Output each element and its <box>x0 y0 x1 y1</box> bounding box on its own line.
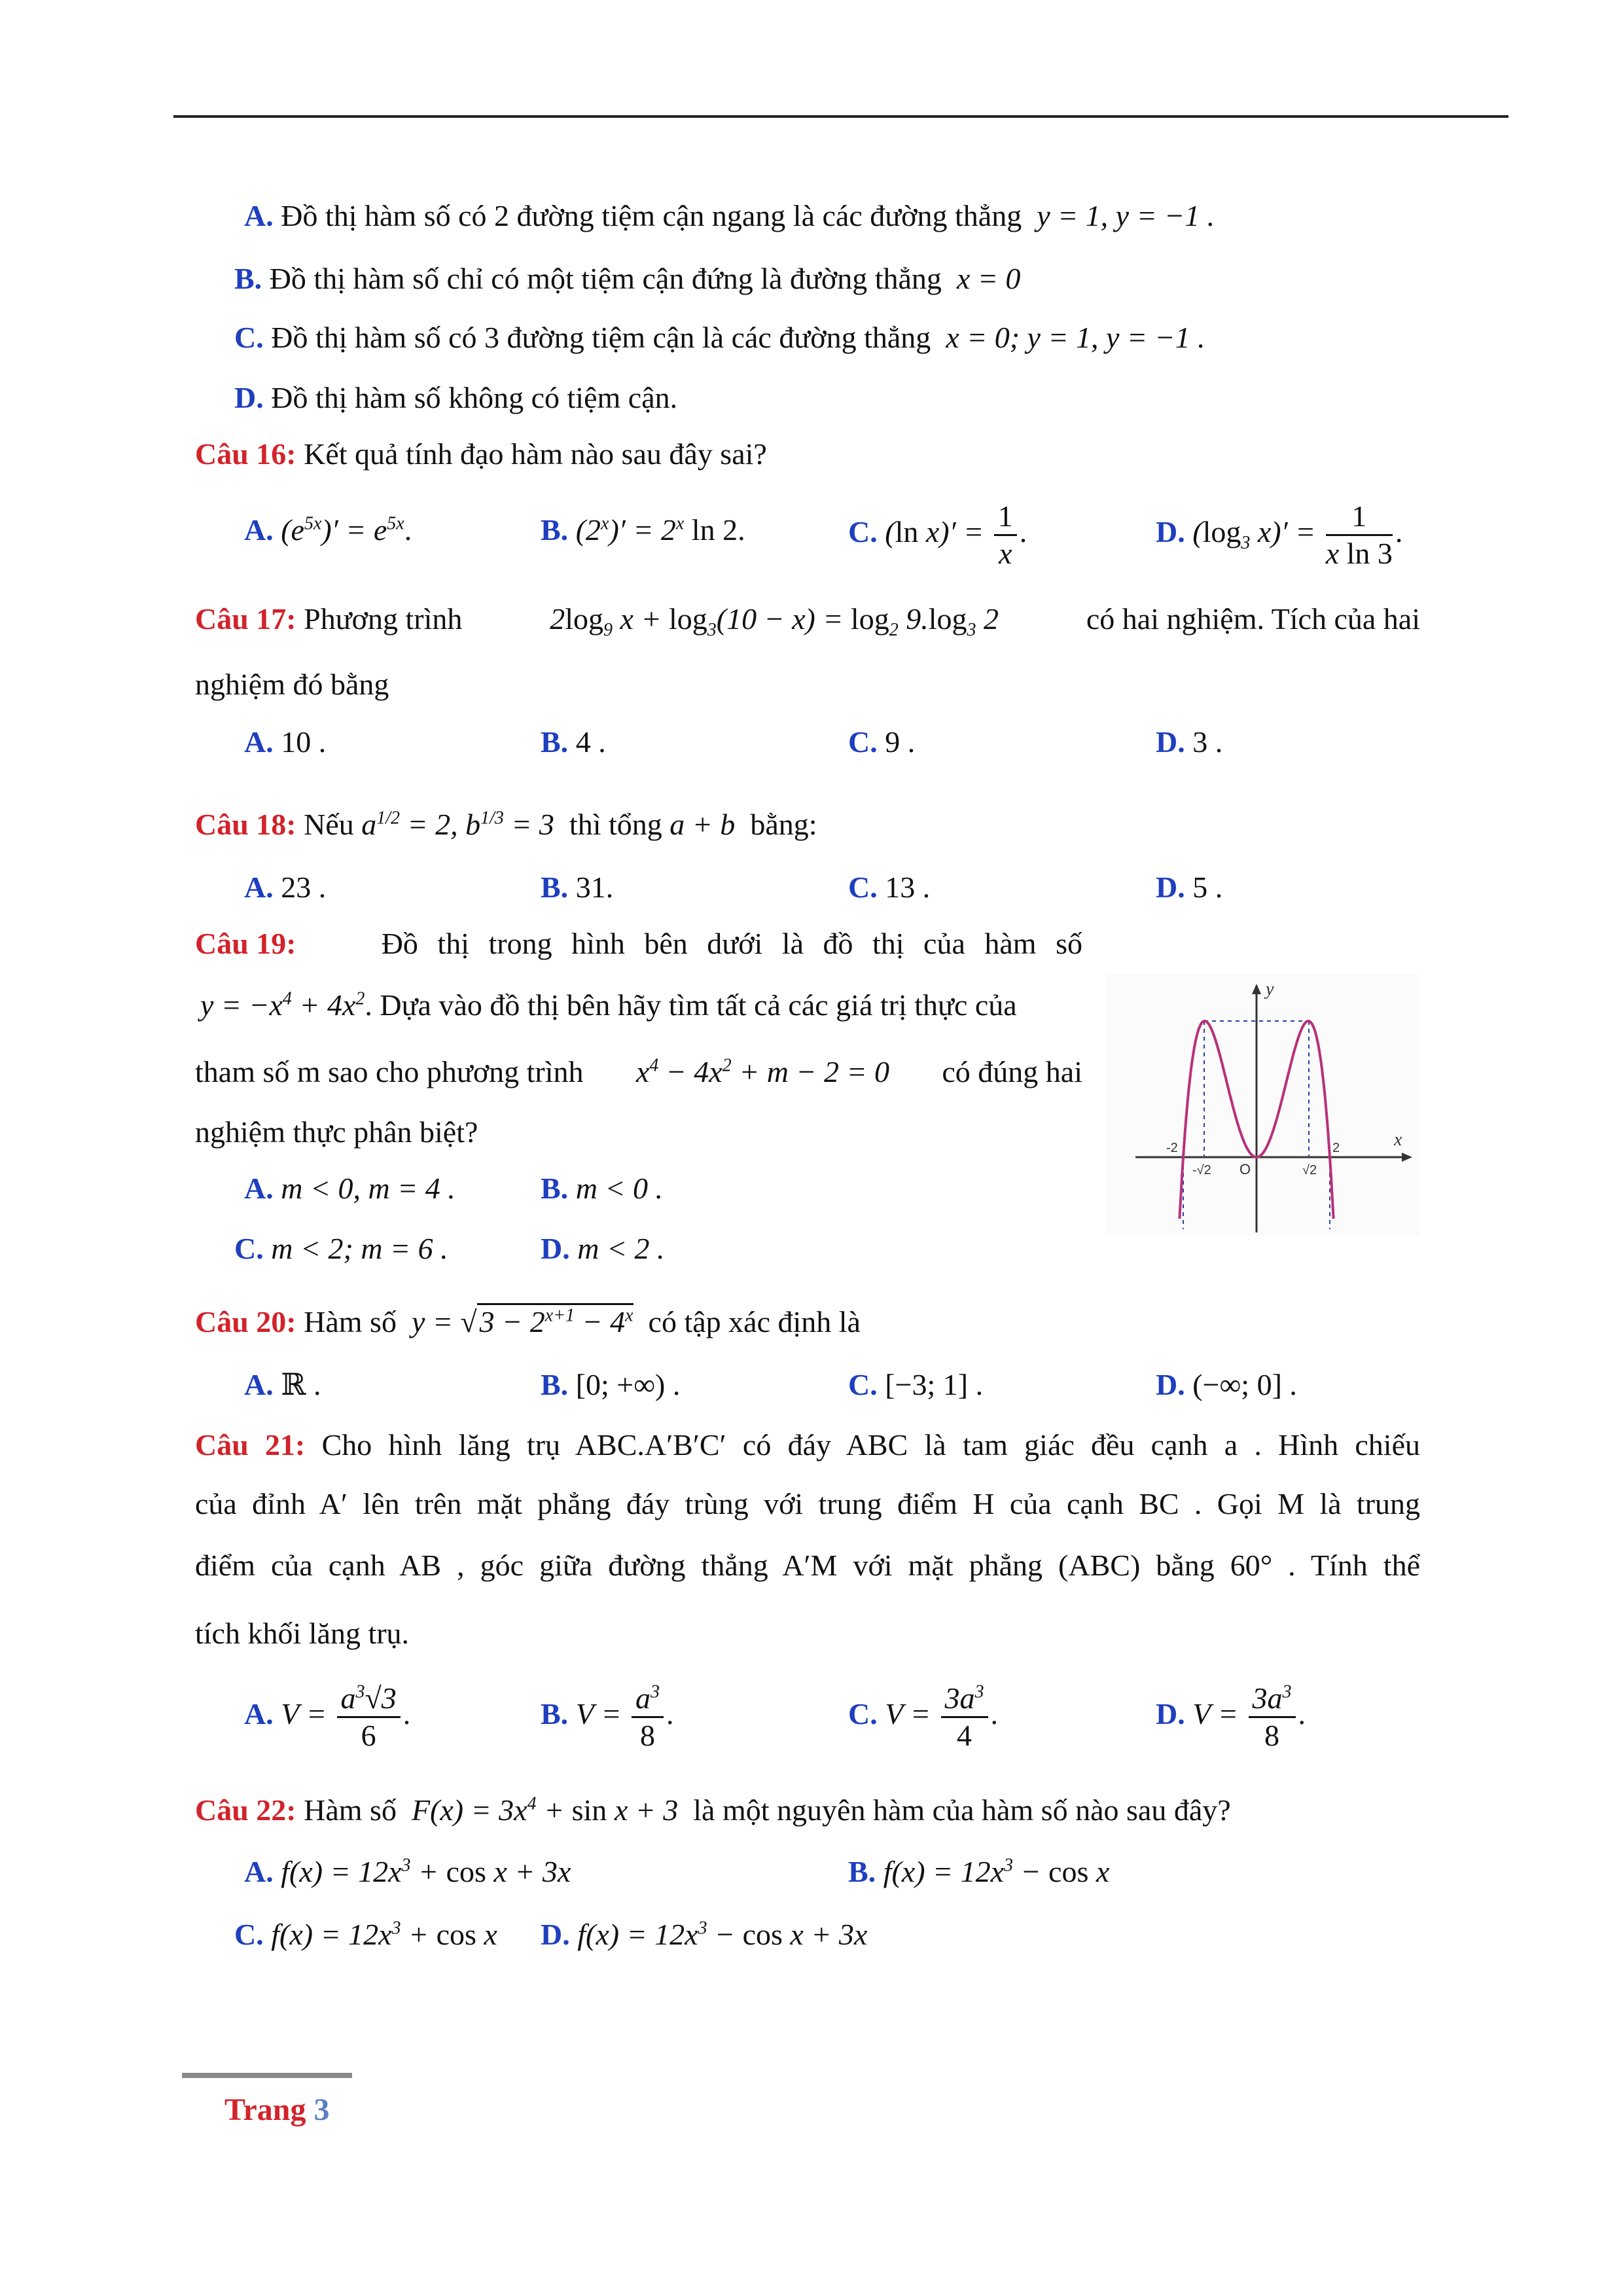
q19-question-line2: $y = -x^4 + 4x^2$. Dựa vào đồ thị bên hãy tìm tất cả các giá trị thực của <box>200 988 1017 1022</box>
q21-question-line3: điểm của cạnh AB , góc giữa đường thẳng A′M với mặt phẳng (ABC) bằng 60° . Tính thể <box>195 1549 1420 1582</box>
q17-option-a: A. 10 . <box>244 725 327 759</box>
q16-option-b: B. $(2^x)' = 2^x$ ln 2. <box>541 513 745 547</box>
q22-option-b: B. $f(x) = 12x^3 - \cos x$ <box>848 1855 1110 1888</box>
q16-option-a: A. $(e^{5x})' = e^{5x}$. <box>244 513 412 547</box>
q18-question: Câu 18: Nếu $a^{1/2} = 2$, $b^{1/3} = 3$ thì tổng a + b bằng: <box>195 808 817 841</box>
q17-option-c: C. 9 . <box>848 725 916 759</box>
q15-option-a: A. Đồ thị hàm số có 2 đường tiệm cận ngang là các đường thẳng y = 1, y = −1 . <box>244 199 1215 232</box>
q21-question: Câu 21: Cho hình lăng trụ ABC.A′B′C′ có đáy ABC là tam giác đều cạnh a . Hình chiếu <box>195 1428 1421 1462</box>
page-number: Trang 3 <box>224 2092 330 2127</box>
q19-option-b: B. m < 0 . <box>541 1172 663 1205</box>
q22-question: Câu 22: Hàm số $F(x) = 3x^4 + \sin x + 3$ là một nguyên hàm của hàm số nào sau đây? <box>195 1793 1231 1827</box>
q21-option-c: C. V = $\frac{3a^3}{4}$ . <box>848 1681 999 1752</box>
q16-question: Câu 16: Kết quả tính đạo hàm nào sau đây sai? <box>195 437 767 471</box>
origin-label: O <box>1240 1161 1251 1177</box>
q21-question-line2: của đỉnh A′ lên trên mặt phẳng đáy trùng với trung điểm H của cạnh BC . Gọi M là trung <box>195 1487 1420 1520</box>
q18-option-b: B. 31. <box>541 870 614 904</box>
q18-option-d: D. 5 . <box>1156 870 1223 904</box>
q19-option-c: C. m < 2; m = 6 . <box>234 1232 448 1265</box>
q20-option-c: C. [−3; 1] . <box>848 1368 984 1401</box>
q17-option-b: B. 4 . <box>541 725 606 759</box>
q21-option-d: D. V = $\frac{3a^3}{8}$ . <box>1156 1681 1306 1752</box>
q21-option-b: B. V = $\frac{a^3}{8}$ . <box>541 1681 674 1752</box>
q22-option-c: C. $f(x) = 12x^3 + \cos x$ <box>234 1918 497 1951</box>
q16-option-d: D. ($\log_3$ x)′ = $\frac{1}{\text{x ln 3}}$ . <box>1156 499 1403 570</box>
q18-option-a: A. 23 . <box>244 870 327 904</box>
tick-label-2: 2 <box>1332 1141 1340 1155</box>
q15-option-b: B. Đồ thị hàm số chỉ có một tiệm cận đứng là đường thẳng x = 0 <box>234 262 1021 295</box>
q15-option-c: C. Đồ thị hàm số có 3 đường tiệm cận là các đường thẳng x = 0; y = 1, y = −1 . <box>234 321 1205 354</box>
q21-question-line4: tích khối lăng trụ. <box>195 1617 410 1650</box>
q22-option-d: D. $f(x) = 12x^3 - \cos x + 3x$ <box>541 1918 868 1951</box>
q19-option-a: A. m < 0, m = 4 . <box>244 1172 455 1205</box>
q20-question: Câu 20: Hàm số $y = √3 - 2^{x+1} - 4^x$ có tập xác định là <box>195 1302 861 1342</box>
q21-option-a: A. V = $\frac{a^3√3}{6}$ . <box>244 1681 411 1752</box>
q19-function-graph <box>1106 974 1420 1236</box>
tick-label-sqrt2: √2 <box>1302 1163 1317 1177</box>
q19-question-line4: nghiệm thực phân biệt? <box>195 1115 478 1149</box>
q22-option-a: A. $f(x) = 12x^3 + \cos x + 3x$ <box>244 1855 571 1888</box>
q19-question-line3: tham số m sao cho phương trình $x^4 - 4x^2 + m - 2 = 0$ có đúng hai <box>195 1055 1082 1088</box>
q17-question: Câu 17: Phương trình $2\log_9$ $x + \log_3(10 - x) = \log_2 9.\log_3$ 2 có hai nghiệm. Tích của hai <box>195 602 1420 641</box>
q18-option-c: C. 13 . <box>848 870 931 904</box>
q17-option-d: D. 3 . <box>1156 725 1223 759</box>
tick-label-neg2: -2 <box>1166 1141 1178 1155</box>
q19-question: Câu 19: Đồ thị trong hình bên dưới là đồ thị của hàm số <box>195 927 1082 960</box>
x-axis-label: x <box>1394 1130 1402 1150</box>
q20-option-d: D. (−∞; 0] . <box>1156 1368 1297 1401</box>
q17-question-cont: nghiệm đó bằng <box>195 668 389 701</box>
header-rule <box>173 115 1508 118</box>
y-axis-label: y <box>1266 979 1274 999</box>
q16-option-c: C. (ln x)′ = $\frac{1}{x}$ . <box>848 499 1027 570</box>
tick-label-neg-sqrt2: -√2 <box>1192 1163 1211 1177</box>
q15-option-d: D. Đồ thị hàm số không có tiệm cận. <box>234 381 678 414</box>
q20-option-a: A. ℝ . <box>244 1368 321 1401</box>
q19-option-d: D. m < 2 . <box>541 1232 665 1265</box>
q20-option-b: B. [0; +∞) . <box>541 1368 681 1401</box>
footer-bar <box>182 2073 352 2078</box>
